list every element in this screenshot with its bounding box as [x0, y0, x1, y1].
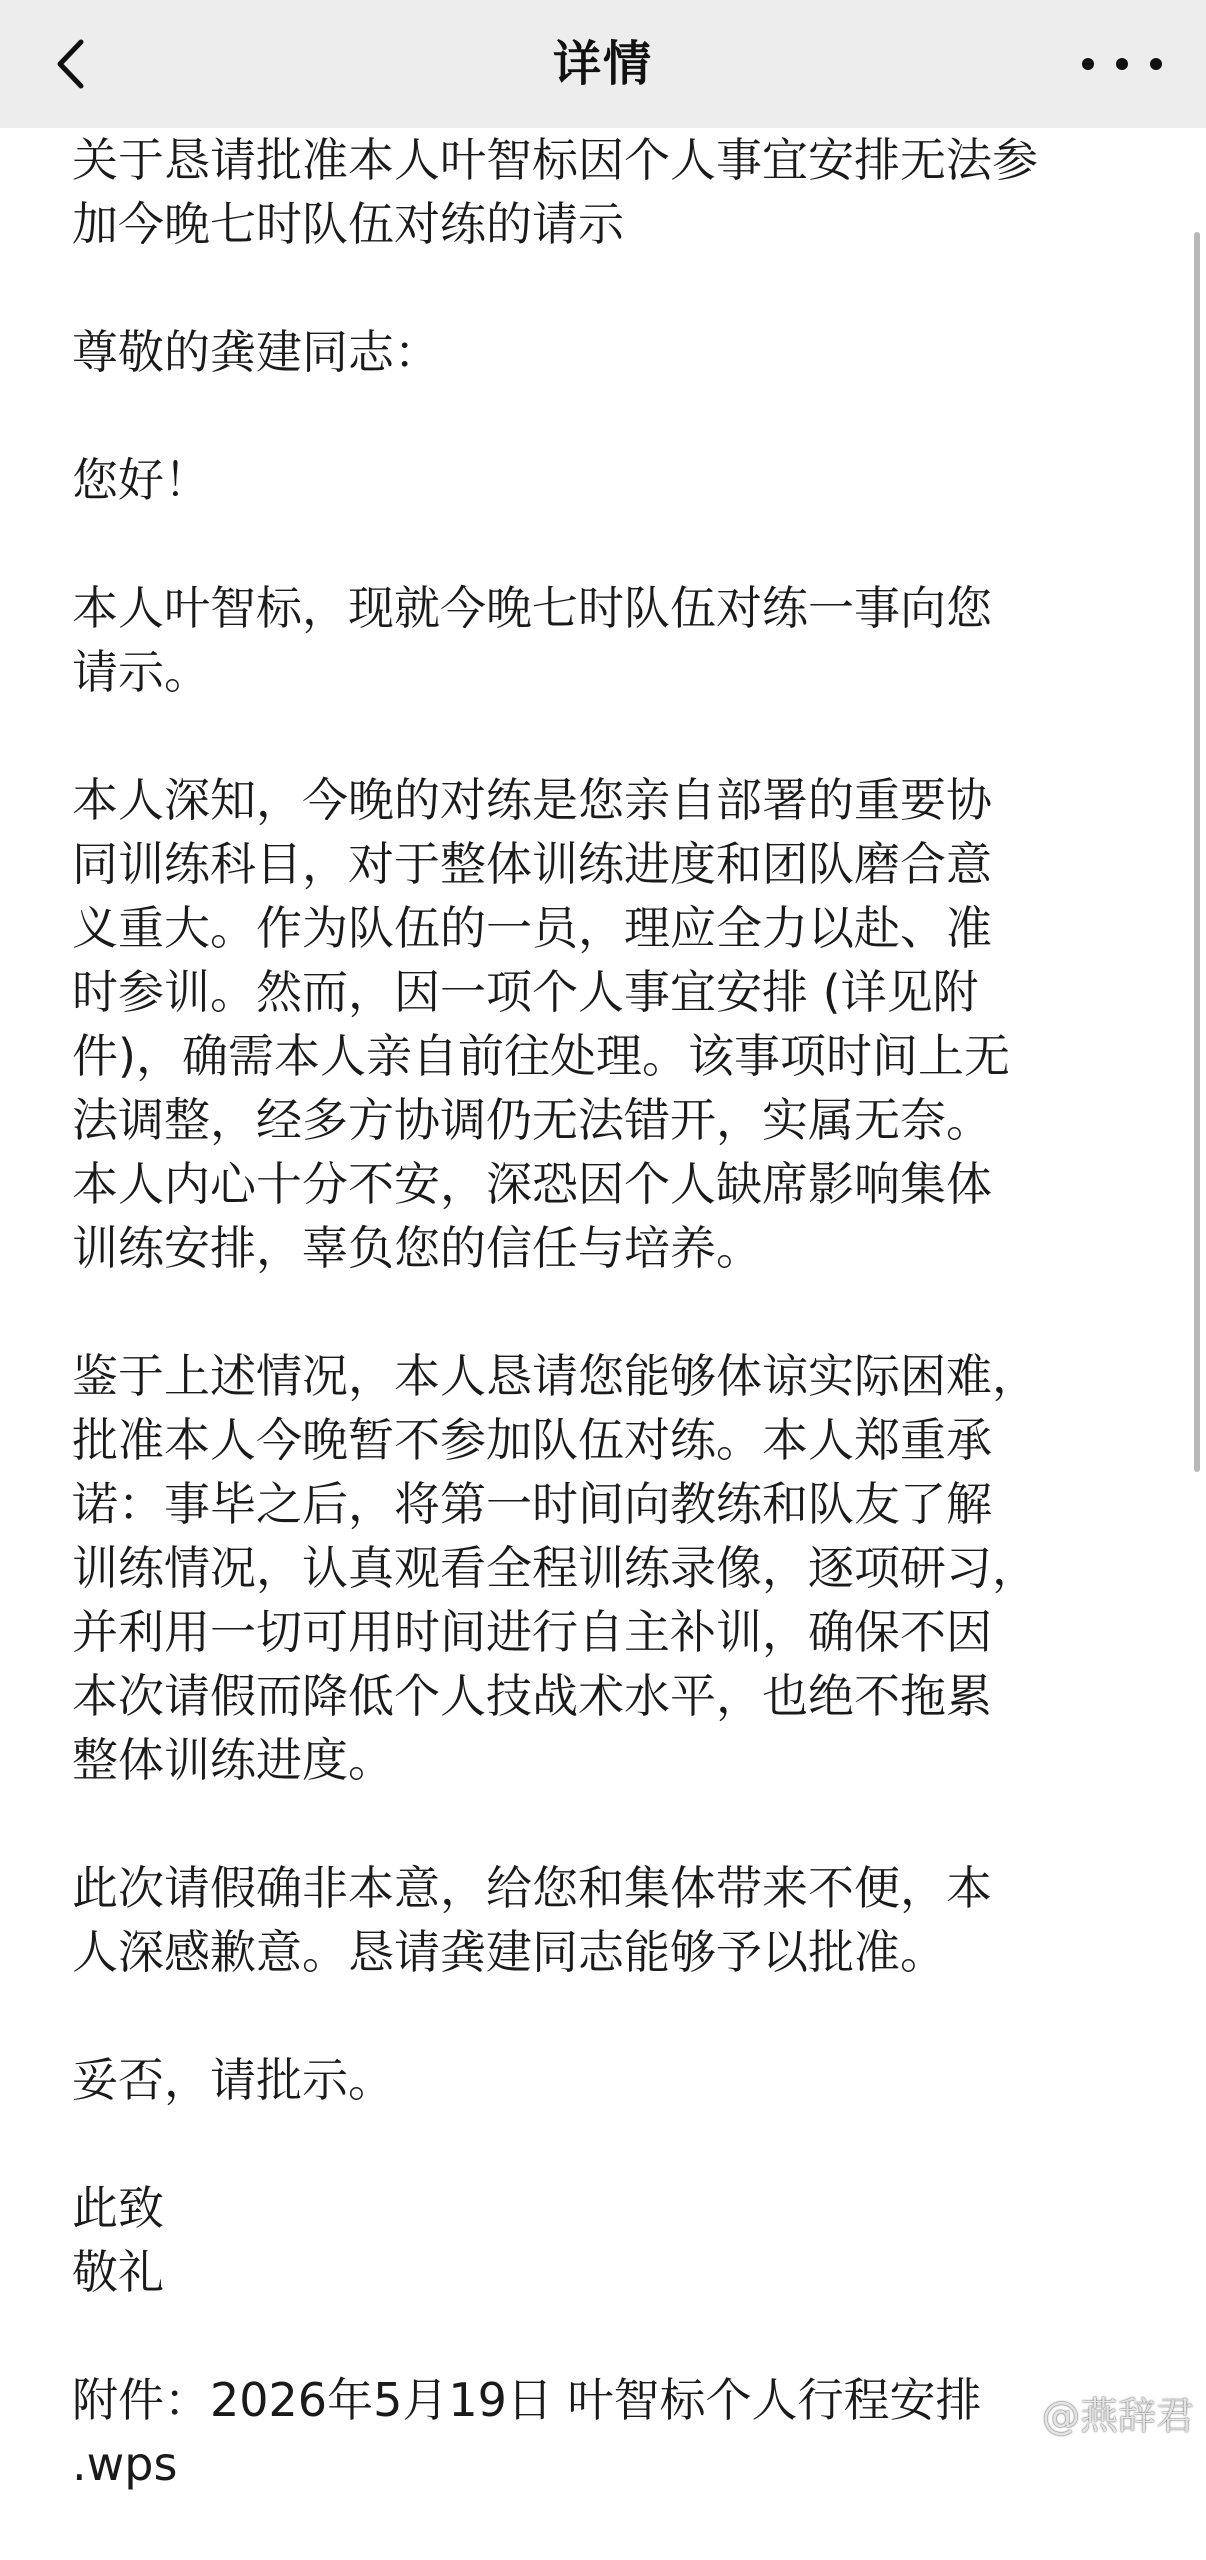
more-dot	[1150, 58, 1162, 70]
document-title	[72, 128, 1152, 256]
paragraph-line: 义重大。作为队伍的一员，理应全力以赴、准	[72, 901, 992, 955]
paragraph-line: 本人叶智标，现就今晚七时队伍对练一事向您	[72, 581, 992, 635]
paragraph-line: 鉴于上述情况，本人恳请您能够体谅实际困难，	[72, 1349, 1038, 1403]
paragraph-line: 时参训。然而，因一项个人事宜安排 (详见附	[72, 965, 979, 1019]
paragraph-line: 妥否，请批示。	[72, 2053, 394, 2107]
paragraph-line: 同训练科目，对于整体训练进度和团队磨合意	[72, 837, 992, 891]
paragraph-1	[72, 576, 1152, 704]
attachment-line: 附件：2026年5月19日 叶智标个人行程安排	[72, 2373, 982, 2427]
paragraph-4	[72, 1856, 1152, 1984]
greeting-text: 您好！	[72, 453, 210, 507]
watermark-text: @燕辞君	[1041, 2394, 1194, 2438]
paragraph-line: 法调整，经多方协调仍无法错开，实属无奈。	[72, 1093, 992, 1147]
title-line: 加今晚七时队伍对练的请示	[72, 197, 624, 251]
closing	[72, 2176, 1152, 2304]
closing-line: 此致	[72, 2181, 164, 2235]
attachment	[72, 2368, 1152, 2496]
more-horizontal-icon	[1082, 58, 1094, 70]
paragraph-line: 诺：事毕之后，将第一时间向教练和队友了解	[72, 1477, 992, 1531]
paragraph-line: 批准本人今晚暂不参加队伍对练。本人郑重承	[72, 1413, 992, 1467]
navigation-bar	[0, 0, 1206, 128]
paragraph-5	[72, 2048, 1152, 2112]
paragraph-line: 本人内心十分不安，深恐因个人缺席影响集体	[72, 1157, 992, 1211]
paragraph-line: 训练安排，辜负您的信任与培养。	[72, 1221, 762, 1275]
page-title: 详情	[552, 36, 653, 92]
salutation-text: 尊敬的龚建同志：	[72, 325, 440, 379]
weibo-icon	[992, 2395, 1036, 2431]
paragraph-line: 本次请假而降低个人技战术水平，也绝不拖累	[72, 1669, 992, 1723]
paragraph-line: 此次请假确非本意，给您和集体带来不便，本	[72, 1861, 992, 1915]
paragraph-line: 训练情况，认真观看全程训练录像，逐项研习，	[72, 1541, 1038, 1595]
watermark	[992, 2385, 1194, 2440]
greeting	[72, 448, 1152, 512]
paragraph-line: 人深感歉意。恳请龚建同志能够予以批准。	[72, 1925, 946, 1979]
paragraph-line: 件)，确需本人亲自前往处理。该事项时间上无	[72, 1029, 1010, 1083]
more-options-button[interactable]	[1082, 34, 1162, 94]
attachment-line: .wps	[72, 2437, 178, 2491]
document-body	[72, 128, 1152, 2560]
paragraph-line: 本人深知，今晚的对练是您亲自部署的重要协	[72, 773, 992, 827]
closing-line: 敬礼	[72, 2245, 164, 2299]
paragraph-line: 请示。	[72, 645, 210, 699]
scrollbar[interactable]	[1194, 232, 1200, 1472]
paragraph-3	[72, 1344, 1152, 1792]
more-dot	[1116, 58, 1128, 70]
title-line: 关于恳请批准本人叶智标因个人事宜安排无法参	[72, 133, 1038, 187]
paragraph-2	[72, 768, 1152, 1280]
paragraph-line: 整体训练进度。	[72, 1733, 394, 1787]
paragraph-line: 并利用一切可用时间进行自主补训，确保不因	[72, 1605, 992, 1659]
salutation	[72, 320, 1152, 384]
